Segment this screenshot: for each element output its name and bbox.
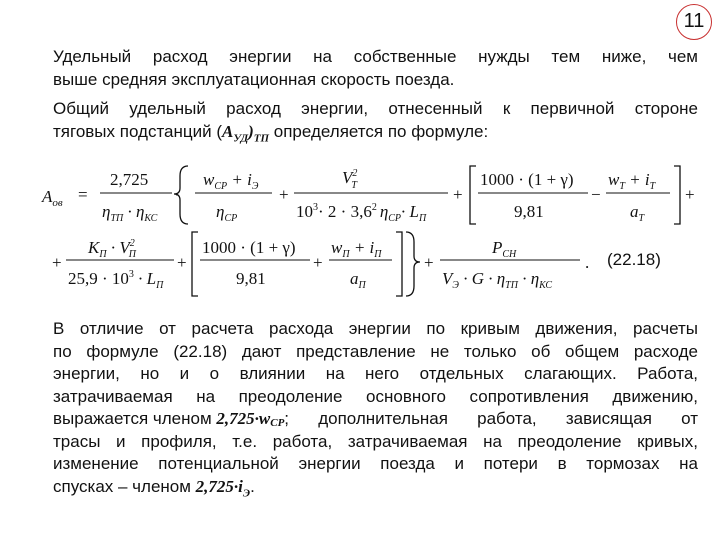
row2-term3-denominator: $a_П$ [350,269,366,291]
row2-term2-numerator: 1000 · (1 + γ) [202,238,296,257]
p2-symbol-sub: УД [233,131,249,144]
row2-term1-numerator: $K_П \cdot V^2$ П [88,238,136,260]
paragraph-2-line-1: Общий удельный расход энергии, отнесенный к первичной стороне [53,99,698,118]
term3-denominator: $10^3\cdot 2 \cdot 3,6^2$ $\eta_{СР}\cdot L_П$ [296,202,427,224]
right-brace-row2 [406,232,420,296]
row2-term4-plus: + [424,253,434,272]
term2-numerator: $w_{СР} + i_Э$ [203,170,259,192]
row1-trailing-plus: + [685,185,695,204]
paragraph-3-line-1: В отличие от расчета расхода энергии по кривым движения, расчеты [53,319,698,338]
row2-leading-plus: + [52,253,62,272]
paragraph-3-line-8 [53,476,698,505]
paragraph-3-line-2: по формуле (22.18) дают представление не только об общем расходе [53,341,698,361]
p3-l5-term: 2,725·w [216,409,271,428]
lhs-symbol: $A_{ов}$ [42,187,63,209]
formula-period: . [585,253,590,272]
row2-term2-plus: + [313,253,323,272]
equals-sign: = [78,185,88,204]
term4-minus: − [591,185,601,204]
term2-plus: + [279,185,289,204]
row2-term4-denominator: $V_Э \cdot G \cdot \eta_{ТП} \cdot \eta_{КС}$ [442,269,552,291]
left-bracket-row2 [192,232,198,296]
paragraph-3-line-6: трасы и профиля, т.е. работа, затрачиваемая на преодоление кривых, [53,431,698,451]
p3-l8-term: 2,725·i [195,476,243,496]
p3-l5-post: ; дополнительная работа, зависящая от [284,409,698,428]
p2-symbol-a: A [222,121,234,141]
formula-22-18 [40,150,700,310]
term2-denominator: $\eta_{СР}$ [216,202,238,224]
right-bracket-row1 [674,166,680,224]
paragraph-3-line-5 [53,408,698,431]
term1-numerator: 2,725 [110,170,149,189]
paragraph-2 [53,98,698,149]
paragraph-1-line-2: выше средняя эксплуатационная скорость поезда. [53,69,455,89]
left-bracket-row1 [470,166,476,224]
paragraph-3-line-3: энергии, но и о влиянии на него отдельных слагающих. Работа, [53,364,698,383]
term1-denominator: $\eta_{ТП} \cdot \eta_{КС}$ [102,202,158,224]
paragraph-1 [53,46,698,91]
equation-number: (22.18) [607,250,661,269]
formula-svg [40,150,700,310]
term3-numerator: $V^2$ Т [342,168,358,191]
term1-multiply: · [174,185,180,204]
term5-denominator: $a_Т$ [630,202,645,224]
p3-l5-pre: выражается членом [53,409,217,428]
term3-plus: + [453,185,463,204]
p3-l8-post: . [250,476,255,496]
slide-number-badge: 11 [676,4,712,40]
p2-text-pre: тяговых подстанций ( [53,121,223,141]
right-bracket-row2 [396,232,402,296]
row2-term2-denominator: 9,81 [236,269,266,288]
paragraph-3 [53,318,698,504]
paragraph-2-line-2 [53,121,698,150]
row2-term4-numerator: $P_{СН}$ [492,238,517,260]
row2-term3-numerator: $w_П + i_П$ [331,238,382,260]
p3-l8-term-sub: Э [242,486,251,499]
term4-denominator: 9,81 [514,202,544,221]
row2-term1-denominator: $25,9 \cdot 10^3 \cdot L_П$ [68,269,164,291]
row2-term1-plus: + [177,253,187,272]
p2-paren: ) [248,121,254,141]
p3-l8-pre: спусках – членом [53,476,196,496]
paragraph-1-line-1: Удельный расход энергии на собственные нужды тем ниже, чем [53,47,698,66]
p3-l5-term-sub: СР [270,417,285,429]
p2-text-post: определяется по формуле: [269,121,489,141]
paragraph-3-line-4: затрачиваемая на преодоление основного сопротивления движению, [53,386,698,406]
term4-numerator: 1000 · (1 + γ) [480,170,574,189]
p2-symbol-sub2: ТП [253,131,270,144]
paragraph-3-line-7: изменение потенциальной энергии поезда и потери в тормозах на [53,454,698,473]
term5-numerator: $w_Т + i_Т$ [608,170,656,192]
